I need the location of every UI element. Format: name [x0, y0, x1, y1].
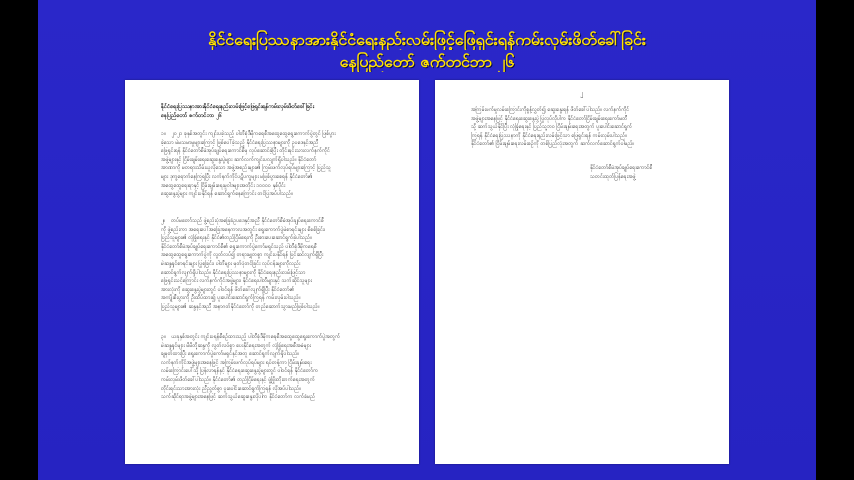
paragraph-line: မဲဆန္ဒရှင်များ မိမိတို့ဆန္ဒကို လွတ်လပ်စွာ ပေးနိုင်ရေးအတွက် လုံခြုံရေးအစီအမံများ: [161, 342, 311, 349]
paragraph-line: ကို ဖွဲ့စည်းကာ အရေးပေါ်အခြေအနေကာလအတွင်း ရွေးကောက်ပွဲမဲစာရင်းများ စိစစ်ခြင်း၊: [161, 226, 326, 233]
paragraph-line: ချမှတ်ထားပြီး ရွေးကောက်ပွဲကော်မရှင်နှင့်အတူ ဆောင်ရွက်လျက်ရှိပါသည်။: [161, 351, 300, 358]
paragraph-line: လက်နက်ကိုင်အဖွဲ့များအနေဖြင့် အကြမ်းဖက်လုပ်ရပ်များ ရပ်တန့်ကာ ငြိမ်းချမ်းရေး: [161, 359, 312, 366]
paragraph-line: တပ်မတော်သည် ဖွဲ့စည်းပုံအခြေခံဥပဒေနှင့်အညီ နိုင်ငံတော်စီမံအုပ်ချုပ်ရေးကောင်စီ: [171, 218, 324, 224]
paragraph-2: [161, 217, 391, 312]
paragraph-continued: [471, 106, 701, 149]
paragraph-line: အထွေထွေရေးရာနှင့် ငြိမ်းချမ်းရေးမူဝါဒများအတိုင်း ၁၀၀၀၀ နှစ်ပိုင်း: [161, 182, 286, 189]
paragraph-line: ယခုနှစ်အတွင်း ကျင်းပရန်စီစဉ်ထားသည့် ပါတီစုံဒီမိုကရေစီအထွေထွေရွေးကောက်ပွဲအတွက်: [171, 334, 341, 340]
paragraph-line: များ ဒုက္ခရောက်နေကြရပြီး လက်နက်ကိုင်ပဋိပက္ခများ မဖြစ်ပွားစေရန် နိုင်ငံတော်၏: [161, 173, 313, 180]
paragraph-line: တိုင်းရင်းသားအားလုံး ညီညွတ်စွာ ပူးပေါင်းဆောင်ရွက်ကြရန် လိုအပ်ပါသည်။: [161, 385, 301, 392]
headline-title: နိုင်ငံရေးပြဿနာအားနိုင်ငံရေးနည်းလမ်းဖြင့်ဖြေရှင်းရန်ကမ်းလှမ်းဖိတ်ခေါ်ခြင်း: [208, 30, 646, 49]
paragraph-line: ဖြေရှင်းသင့်ကြောင်း လက်နက်ကိုင်အဖွဲ့များ၊ နိုင်ငံရေးပါတီများနှင့် သက်ဆိုင်သူများ: [161, 278, 312, 285]
paragraph-line: ကမ်းလှမ်းဖိတ်ခေါ်ပါသည်။ နိုင်ငံတော်၏ တည်ငြိမ်ရေးနှင့် ဖွံ့ဖြိုးတိုးတက်ရေးအတွက်: [161, 376, 315, 383]
paragraph-line: အာဏာကို မတရားသိမ်းယူလိုသော အဖွဲ့အစည်းများ၏ ကြမ်းဖက်လုပ်ရပ်များကြောင့် ပြည်သူ: [161, 165, 331, 172]
paragraph-line: ဖြေရှင်းရန် နိုင်ငံတော်စီမံအုပ်ချုပ်ရေးကောင်စီမှ လုပ်ဆောင်ခဲ့ပြီး တိုင်းရင်းသားလက်နက်ကိုင်: [161, 148, 330, 155]
paragraph-line: နိုင်ငံတော်၏ ငြိမ်းချမ်းရေးလမ်းစဉ်ကို တစ်ပြည်လုံးအတွက် ဆက်လက်ဆောင်ရွက်ပါမည်။: [471, 141, 635, 148]
paragraph-line: လမ်းကြောင်းပေါ်သို့ ပြန်လာရန်နှင့် နိုင်ငံရေးဆွေးနွေးပွဲများတွင် ပါဝင်ရန် နိုင်ငံတော်က: [161, 368, 319, 375]
paragraph-line: အကြမ်းဖက်မှုလမ်းကြောင်းကိုစွန့်လွှတ်၍ ဆွေးနွေးရန် ဖိတ်ခေါ်ပါသည်။ လက်နက်ကိုင်: [471, 107, 630, 113]
paragraph-line: ကြရန် နိုင်ငံရေးပြဿနာကို နိုင်ငံရေးနည်းလမ်းဖြင့်သာ ဖြေရှင်းရန် ကမ်းလှမ်းပါသည်။: [471, 132, 627, 139]
paragraph-number: ၂။: [161, 218, 166, 224]
paragraph-line: သက်ဆိုင်ရာအဖွဲ့များအနေဖြင့် ဆက်သွယ်ဆွေးနွေးလိုပါက နိုင်ငံတော်က လက်ခံမည်: [161, 394, 316, 401]
document-heading-date: နေပြည်တော် ဇက်တင်ဘာ ၂၆: [161, 113, 223, 119]
paragraph-line: ပြည်သူများ၏ လုံခြုံရေးနှင့် နိုင်ငံ၏တည်ငြိမ်ရေးကို ဦးစားပေးဆောင်ရွက်ခဲ့ပါသည်။: [161, 235, 312, 242]
paragraph-line: ဆွေးနွေးပွဲများ ကျင်းပနိုင်ရန် ဆောင်ရွက်နေကြောင်း တင်ပြအပ်ပါသည်။: [161, 191, 293, 198]
letterbox-right: [816, 0, 854, 480]
document-heading-title: နိုင်ငံရေးပြဿနာအားနိုင်ငံရေးနည်းလမ်းဖြင့်ဖြေရှင်းရန်ကမ်းလှမ်းဖိတ်ခေါ်ခြင်း: [161, 104, 315, 110]
page-number: ၂: [580, 90, 584, 97]
paragraph-1: [161, 130, 391, 199]
paragraph-line: အဖွဲ့များနှင့် ငြိမ်းချမ်းရေးဆွေးနွေးပွဲများ ဆက်လက်ကျင်းပလျက်ရှိပါသည်။ နိုင်ငံတော်: [161, 156, 317, 163]
signature-issuer: နိုင်ငံတော်စီမံအုပ်ချုပ်ရေးကောင်စီ: [590, 165, 653, 171]
paragraph-line: ဆောင်ရွက်လျက်ရှိပါသည်။ နိုင်ငံရေးပြဿနာများကို နိုင်ငံရေးနည်းလမ်းဖြင့်သာ: [161, 269, 306, 276]
paragraph-line: ပြည်သူများ၏ ဆန္ဒနှင့်အညီ အနာဂတ်နိုင်ငံတော်ကို တည်ဆောက်သွားမည်ဖြစ်ပါသည်။: [161, 303, 320, 310]
signature-block: [590, 164, 710, 181]
paragraph-line: မဲဆန္ဒရှင်စာရင်းများ ပြုစုခြင်း၊ ပါတီများ မှတ်ပုံတင်ခြင်း လုပ်ငန်းများကိုလည်း: [161, 260, 301, 267]
paragraph-line: အားလုံးကို ဆွေးနွေးပွဲများတွင် ပါဝင်ရန် ဖိတ်ခေါ်လျက်ရှိပြီး နိုင်ငံတော်၏: [161, 286, 295, 293]
paragraph-line: အဖွဲ့များအနေဖြင့် နိုင်ငံရေးဆွေးနွေးပွဲ ပြုလုပ်လိုပါက နိုင်ငံတော်ငြိမ်းချမ်းရေးကော်မတီ: [471, 115, 628, 122]
document-page-2: [435, 80, 729, 464]
signature-unit: သတင်းထုတ်ပြန်ရေးအဖွဲ့: [590, 173, 636, 180]
document-heading: [161, 103, 391, 121]
paragraph-number: ၃။: [161, 334, 166, 340]
document-page-1: [125, 80, 419, 464]
headline-dateline: နေပြည်တော် ဇက်တင်ဘာ ၂၆: [339, 52, 515, 71]
paragraph-3: [161, 333, 391, 402]
paragraph-number: ၁။: [161, 131, 166, 137]
paragraph-line: သို့ ဆက်သွယ်နိုင်ပြီး လုံခြုံရေးနှင့် ပြည်သူ့ဘဝ ငြိမ်းချမ်းရေးအတွက် ပူးပေါင်းဆောင်ရွက်: [471, 124, 633, 131]
paragraph-line: ၂၀၂၁ ခုနှစ်အတွင်း ကျင်းပခဲ့သည့် ပါတီစုံဒီမိုကရေစီအထွေထွေရွေးကောက်ပွဲတွင် ဖြစ်ပွား: [171, 131, 336, 137]
paragraph-line: အထွေထွေရွေးကောက်ပွဲကို လွတ်လပ်၍ တရားမျှတစွာ ကျင်းပနိုင်ရန် ပြင်ဆင်လျက်ရှိပြီး: [161, 252, 324, 259]
letterbox-left: [0, 0, 38, 480]
paragraph-line: နိုင်ငံတော်စီမံအုပ်ချုပ်ရေးကောင်စီ၏ ရွေးကောက်ပွဲကော်မရှင်သည် ပါတီစုံဒီမိုကရေစီ: [161, 243, 317, 250]
paragraph-line: ခဲ့သော မဲမသမာမှုများကြောင့် ဖြစ်ပေါ်ခဲ့သည့် နိုင်ငံရေးပြဿနာများကို ဥပဒေနှင့်အညီ: [161, 139, 319, 146]
paragraph-line: အကျိုးစီးပွားကို ဦးထိပ်ထား၍ ပူးပေါင်းဆောင်ရွက်ကြရန် ကမ်းလှမ်းပါသည်။: [161, 295, 301, 302]
